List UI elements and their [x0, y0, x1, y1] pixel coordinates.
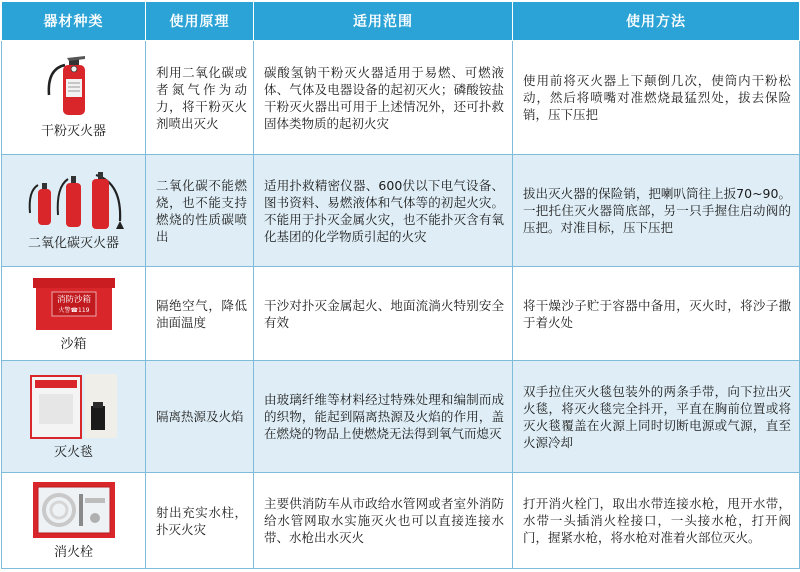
equipment-cell [2, 155, 146, 267]
equipment-name: 灭火毯 [53, 445, 93, 460]
header-principle: 使用原理 [146, 2, 254, 41]
principle-cell: 射出充实水柱，扑灭火灾 [146, 473, 254, 569]
fire-hydrant-cabinet-icon [31, 480, 117, 540]
equipment-name: 沙箱 [60, 337, 87, 352]
equipment-cell [2, 473, 146, 569]
principle-cell: 利用二氧化碳或者氮气作为动力，将干粉灭火剂喷出灭火 [146, 41, 254, 155]
principle-cell: 二氧化碳不能燃烧，也不能支持燃烧的性质碳喷出 [146, 155, 254, 267]
sand-box-icon [30, 274, 118, 332]
fire-blanket-icon [29, 372, 119, 440]
table-row [2, 473, 800, 569]
principle-cell: 隔离热源及火焰 [146, 361, 254, 473]
header-method: 使用方法 [513, 2, 800, 41]
sand-box-label-top: 消防沙箱 [56, 295, 91, 305]
fire-equipment-table [1, 1, 800, 569]
equipment-cell [2, 267, 146, 361]
table-row [2, 361, 800, 473]
scope-cell: 碳酸氢钠干粉灭火器适用于易燃、可燃液体、气体及电器设备的起初灭火；磷酸铵盐干粉灭火器出可用于上述情况外，还可扑救固体类物质的起初火灾 [254, 41, 513, 155]
equipment-name: 消火栓 [53, 545, 93, 560]
method-cell: 使用前将灭火器上下颠倒几次，使筒内干粉松动，然后将喷嘴对准燃烧最猛烈处，拔去保险销，压下压把 [513, 41, 800, 155]
scope-cell: 主要供消防车从市政给水管网或者室外消防给水管网取水实施灭火也可以直接连接水带、水枪出水灭火 [254, 473, 513, 569]
scope-cell: 由玻璃纤维等材料经过特殊处理和编制而成的织物，能起到隔离热源及火焰的作用，盖在燃烧的物品上使燃烧无法得到氧气而熄灭 [254, 361, 513, 473]
dry-powder-extinguisher-icon [39, 55, 109, 119]
header-row [2, 2, 800, 41]
method-cell: 将干燥沙子贮于容器中备用，灭火时，将沙子撒于着火处 [513, 267, 800, 361]
header-equipment: 器材种类 [2, 2, 146, 41]
principle-cell: 隔绝空气，降低油面温度 [146, 267, 254, 361]
table-row [2, 41, 800, 155]
scope-cell: 干沙对扑灭金属起火、地面流淌火特别安全有效 [254, 267, 513, 361]
method-cell: 拔出灭火器的保险销，把喇叭筒往上扳70~90。一把托住灭火器筒底部，另一只手握住启动阀的压把。对准目标，压下压把 [513, 155, 800, 267]
equipment-name: 干粉灭火器 [40, 124, 106, 139]
scope-cell: 适用扑救精密仪器、600伏以下电气设备、图书资料、易燃液体和气体等的初起火灾。不能用于扑灭金属火灾，也不能扑灭含有氧化基团的化学物质引起的火灾 [254, 155, 513, 267]
header-scope: 适用范围 [254, 2, 513, 41]
sand-box-label-bottom: 火警☎119 [58, 307, 89, 314]
equipment-name: 二氧化碳灭火器 [27, 236, 119, 251]
equipment-cell [2, 361, 146, 473]
co2-extinguisher-icon [24, 169, 124, 231]
table-row [2, 155, 800, 267]
method-cell: 双手拉住灭火毯包装外的两条手带，向下拉出灭火毯，将灭火毯完全抖开，平直在胸前位置或将灭火毯覆盖在火源上同时切断电源或气源，直至火源冷却 [513, 361, 800, 473]
equipment-cell [2, 41, 146, 155]
method-cell: 打开消火栓门，取出水带连接水枪，甩开水带，水带一头插消火栓接口，一头接水枪，打开阀门，握紧水枪，将水枪对准着火部位灭火。 [513, 473, 800, 569]
table-row [2, 267, 800, 361]
